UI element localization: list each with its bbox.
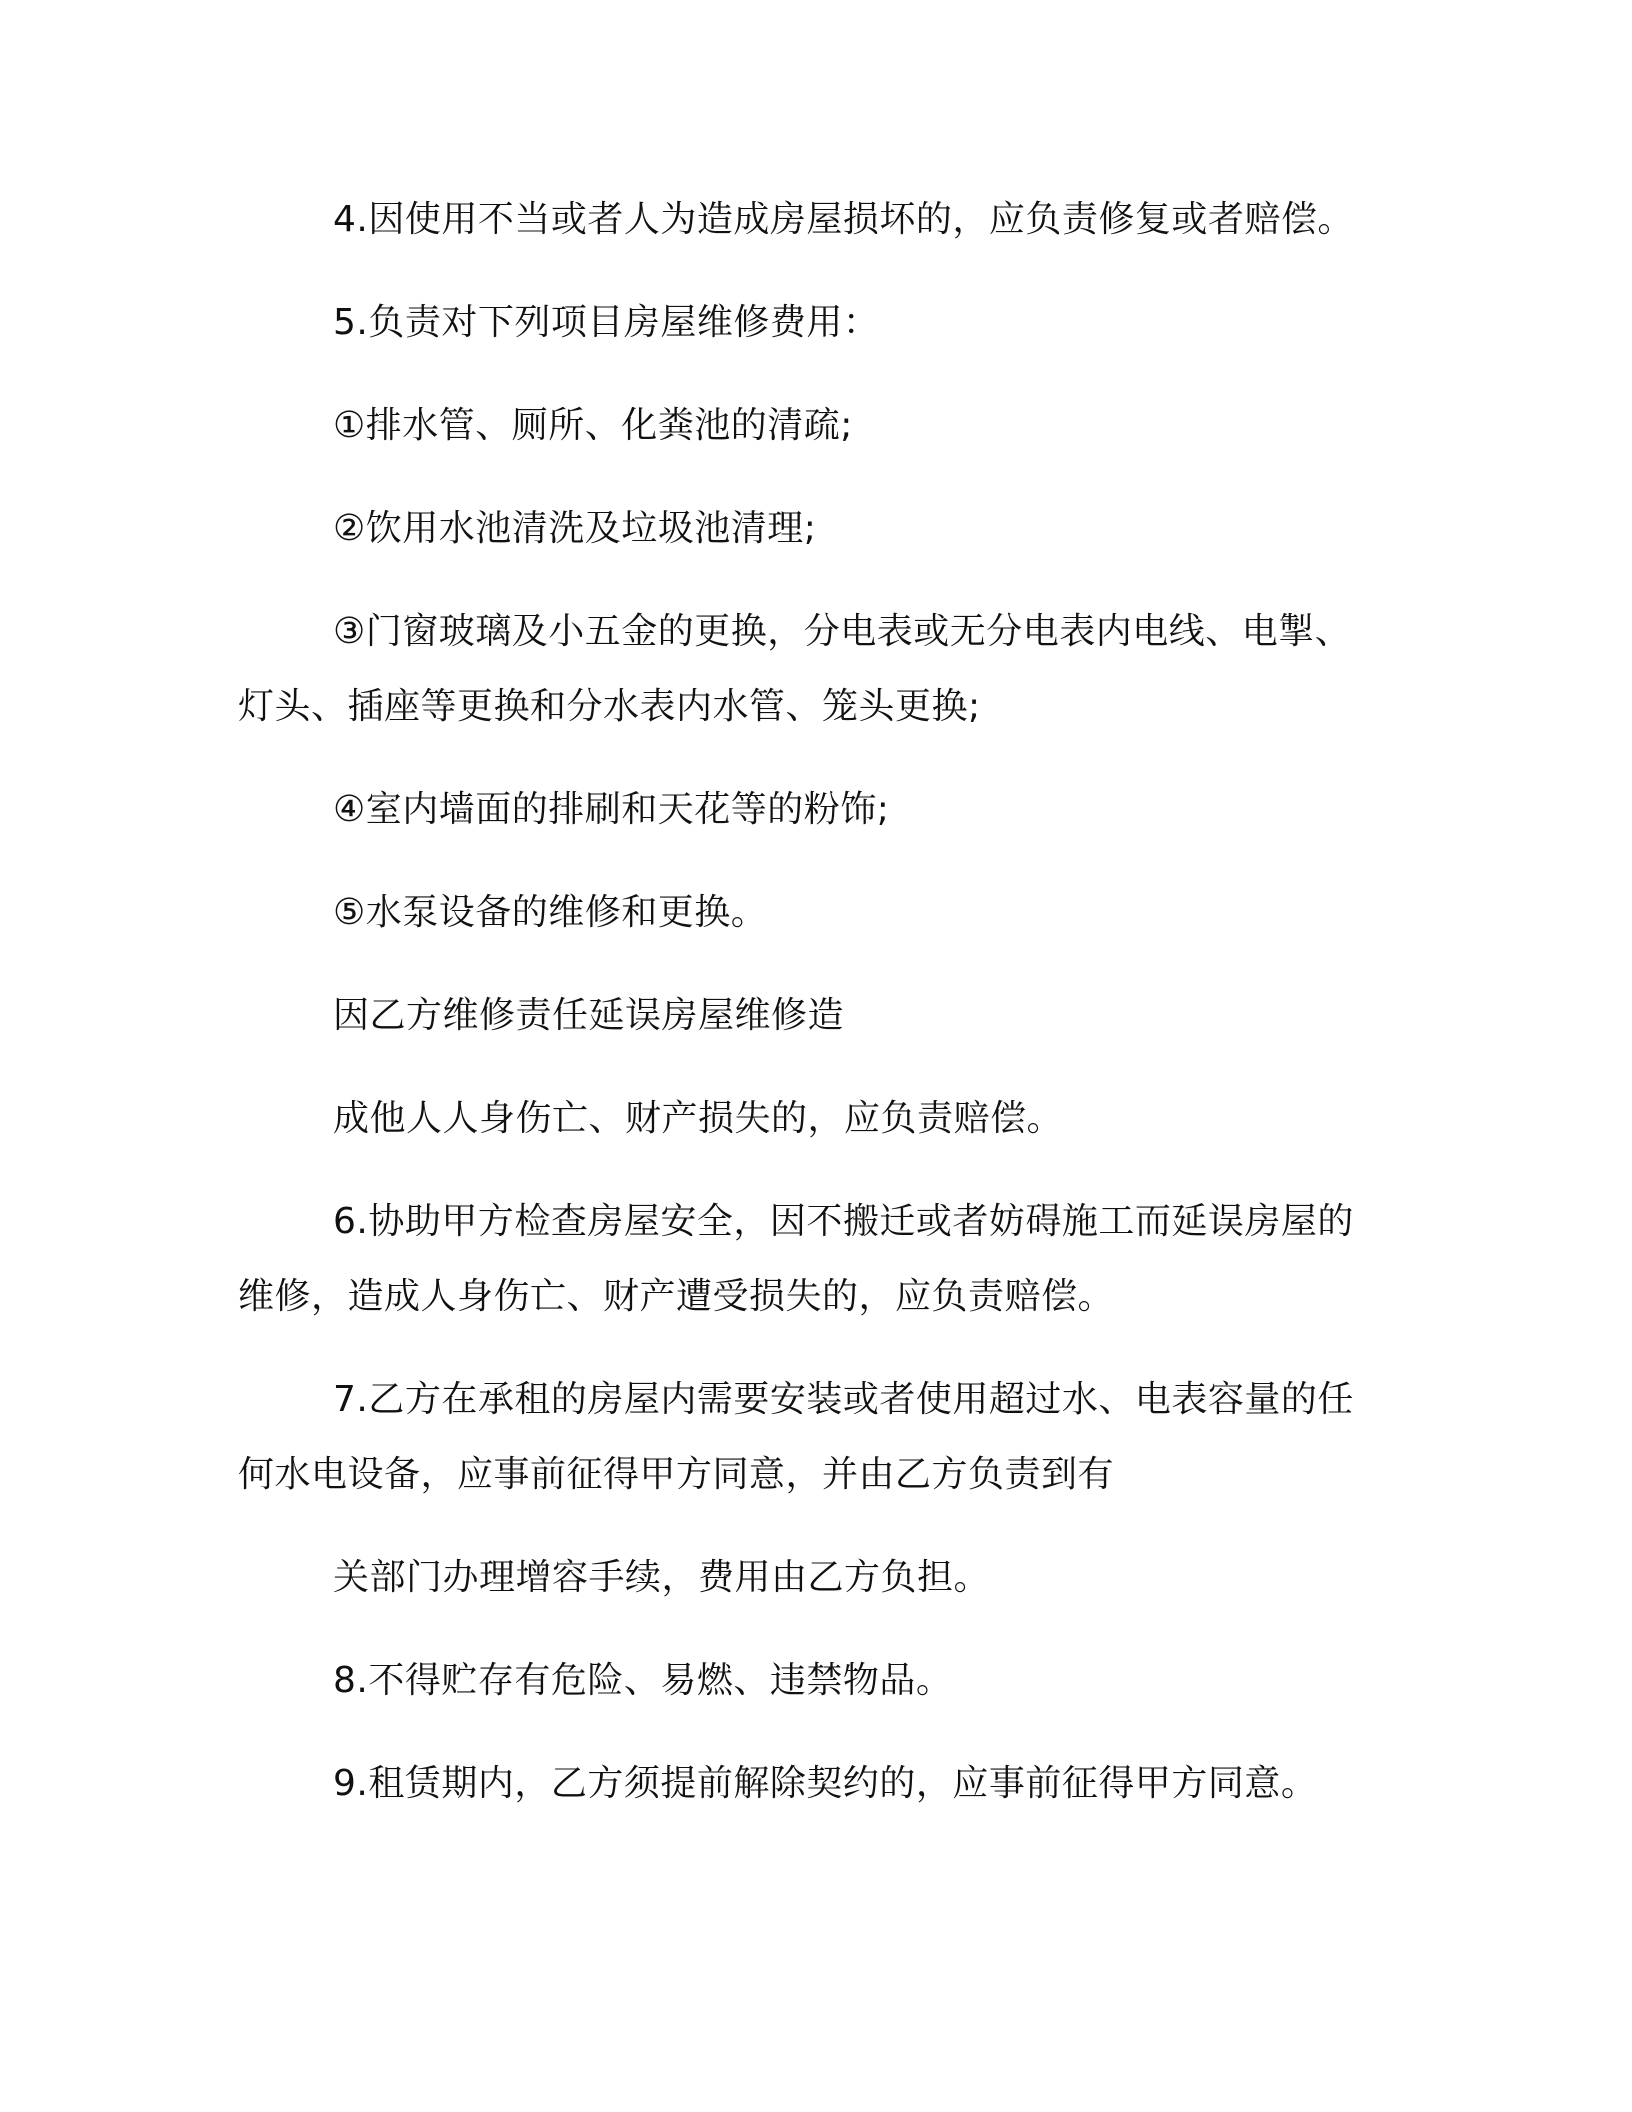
clause-5-item-3-line-2: 灯头、插座等更换和分水表内水管、笼头更换;	[238, 686, 981, 727]
clause-5-heading: 5.负责对下列项目房屋维修费用：	[333, 302, 880, 343]
clause-7-line-2: 何水电设备，应事前征得甲方同意，并由乙方负责到有	[238, 1454, 1115, 1495]
clause-6-line-1: 6.协助甲方检查房屋安全，因不搬迁或者妨碍施工而延误房屋的	[333, 1201, 1354, 1242]
clause-5-note-line-1: 因乙方维修责任延误房屋维修造	[333, 995, 845, 1036]
clause-7-line-3: 关部门办理增容手续，费用由乙方负担。	[333, 1557, 991, 1598]
clause-5-item-4: ④室内墙面的排刷和天花等的粉饰;	[333, 789, 890, 830]
clause-7-line-1: 7.乙方在承租的房屋内需要安装或者使用超过水、电表容量的任	[333, 1379, 1354, 1420]
clause-5-item-5: ⑤水泵设备的维修和更换。	[333, 892, 768, 933]
clause-5-note-line-2: 成他人人身伤亡、财产损失的，应负责赔偿。	[333, 1098, 1064, 1139]
clause-5-item-1: ①排水管、厕所、化粪池的清疏;	[333, 405, 853, 446]
clause-8-line: 8.不得贮存有危险、易燃、违禁物品。	[333, 1660, 953, 1701]
clause-6-line-2: 维修，造成人身伤亡、财产遭受损失的，应负责赔偿。	[238, 1276, 1115, 1317]
clause-9-line: 9.租赁期内，乙方须提前解除契约的，应事前征得甲方同意。	[333, 1763, 1318, 1804]
clause-5-item-3-line-1: ③门窗玻璃及小五金的更换，分电表或无分电表内电线、电掣、	[333, 611, 1352, 652]
clause-4-line: 4.因使用不当或者人为造成房屋损坏的，应负责修复或者赔偿。	[333, 199, 1354, 240]
clause-5-item-2: ②饮用水池清洗及垃圾池清理;	[333, 508, 817, 549]
